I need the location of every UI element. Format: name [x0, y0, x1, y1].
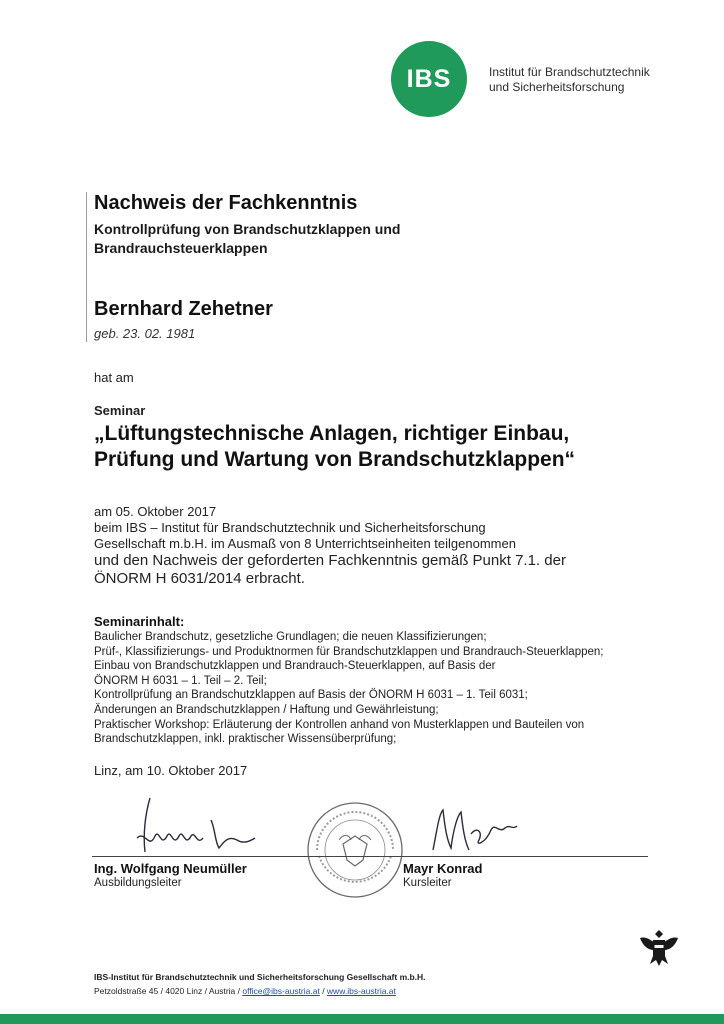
institute-name-line2: und Sicherheitsforschung — [489, 80, 625, 94]
body-line1: am 05. Oktober 2017 — [94, 504, 217, 519]
certificate-title: Nachweis der Fachkenntnis — [94, 192, 358, 214]
seminar-title-line1: „Lüftungstechnische Anlagen, richtiger Einbau, — [94, 422, 570, 445]
official-stamp — [305, 800, 405, 900]
signer-role-left: Ausbildungsleiter — [94, 877, 182, 889]
content-line: Prüf-, Klassifizierungs- und Produktnormen für Brandschutzklappen und Brandrauch-Steuerklappen; — [94, 645, 604, 658]
content-line: Baulicher Brandschutz, gesetzliche Grundlagen; die neuen Klassifizierungen; — [94, 631, 487, 643]
hat-am-text: hat am — [94, 370, 134, 385]
signature-line — [92, 856, 648, 857]
footer-organization: IBS-Institut für Brandschutztechnik und Sicherheitsforschung Gesellschaft m.b.H. — [94, 972, 426, 982]
body-line5: ÖNORM H 6031/2014 erbracht. — [94, 570, 305, 587]
content-line: Kontrollprüfung an Brandschutzklappen auf Basis der ÖNORM H 6031 – 1. Teil 6031; — [94, 689, 528, 702]
body-line3: Gesellschaft m.b.H. im Ausmaß von 8 Unterrichtseinheiten teilgenommen — [94, 536, 516, 551]
ibs-logo-text: IBS — [406, 64, 452, 93]
birth-date: geb. 23. 02. 1981 — [94, 326, 196, 341]
certificate-subtitle-line2: Brandrauchsteuerklappen — [94, 240, 268, 256]
content-line: Praktischer Workshop: Erläuterung der Kontrollen anhand von Musterklappen und Bauteilen von — [94, 718, 585, 731]
footer-web-link[interactable]: www.ibs-austria.at — [326, 986, 396, 996]
footer-email-link[interactable]: office@ibs-austria.at — [242, 986, 320, 996]
content-line: Änderungen an Brandschutzklappen / Haftung und Gewährleistung; — [94, 703, 439, 716]
signature-left — [115, 790, 265, 860]
person-name: Bernhard Zehetner — [94, 298, 273, 320]
body-line2: beim IBS – Institut für Brandschutztechnik und Sicherheitsforschung — [94, 520, 486, 535]
footer-address: Petzoldstraße 45 / 4020 Linz / Austria / — [94, 986, 243, 996]
certificate-subtitle-line1: Kontrollprüfung von Brandschutzklappen und — [94, 221, 401, 237]
signer-name-left: Ing. Wolfgang Neumüller — [94, 861, 247, 876]
content-line: ÖNORM H 6031 – 1. Teil – 2. Teil; — [94, 674, 267, 687]
bottom-green-bar — [0, 1014, 724, 1024]
certificate-subtitle — [94, 220, 514, 258]
content-line: Einbau von Brandschutzklappen und Brandrauch-Steuerklappen, auf Basis der — [94, 660, 496, 673]
signer-name-right: Mayr Konrad — [403, 861, 483, 876]
content-list — [94, 630, 694, 747]
seminar-label: Seminar — [94, 403, 146, 418]
signer-role-right: Kursleiter — [403, 877, 452, 889]
left-divider — [86, 192, 87, 342]
content-line: Brandschutzklappen, inkl. praktischer Wissensüberprüfung; — [94, 733, 397, 746]
signature-right — [425, 800, 525, 860]
place-date: Linz, am 10. Oktober 2017 — [94, 763, 248, 778]
content-heading: Seminarinhalt: — [94, 614, 185, 629]
institute-name — [489, 65, 689, 95]
coat-of-arms-icon — [636, 924, 682, 970]
footer-separator: / — [319, 986, 327, 996]
seminar-title — [94, 421, 694, 473]
institute-name-line1: Institut für Brandschutztechnik — [489, 65, 650, 79]
body-text — [94, 504, 674, 588]
footer-address-line — [94, 986, 396, 996]
seminar-title-line2: Prüfung und Wartung von Brandschutzklappen“ — [94, 448, 576, 471]
body-line4: und den Nachweis der geforderten Fachkenntnis gemäß Punkt 7.1. der — [94, 552, 566, 569]
